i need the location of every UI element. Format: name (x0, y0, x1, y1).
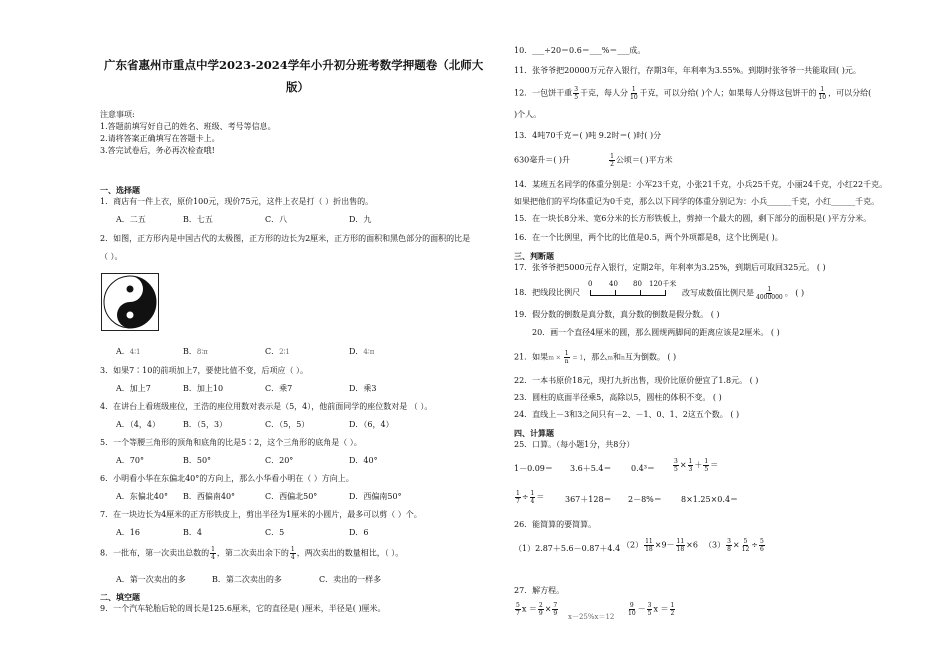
q25-text: 25．口算。（每小题1分，共8分） (514, 440, 635, 449)
q7-option-c: C．5 (265, 528, 285, 537)
q2-text-2: （ ）。 (100, 252, 123, 261)
q7-text: 7．在一块边长为4厘米的正方形铁皮上，剪出半径为1厘米的小圆片，最多可以剪（ ）个。 (100, 510, 422, 519)
q25-item: 1－0.09＝ (514, 464, 553, 473)
q1-option-a: A．二五 (116, 215, 146, 224)
q7-option-d: D．6 (349, 528, 369, 537)
q12-text: 12．一包饼干重 $\frac{3}{5}$ 千克，每人分 $\frac{1}{10}$ 千克，可以分给( )个人；如果每人分得这包饼干的 $\frac{1}{10}$ ，可以分给( (514, 86, 872, 101)
q5-option-c: C．20° (265, 456, 294, 465)
q17-text: 17．张爷爷把5000元存入银行，定期2年，年利率为3.25%，到期后可取回325元。 ( ) (514, 263, 826, 272)
q2-text: 2．如图，正方形内是中国古代的太极图，正方形的边长为2厘米，正方形的面积和黑色部分的面积的比是 (100, 234, 471, 243)
q25-item-fraction-expr: $\frac{3}{5}$ × $\frac{1}{3}$ ＋ $\frac{1}{5}$ ＝ (674, 458, 719, 473)
ruler-line (590, 295, 666, 296)
ruler-label: 80 (633, 280, 642, 288)
q1-option-b: B．七五 (183, 215, 213, 224)
q2-option-b: B．8∶π (183, 347, 208, 356)
q27-equation-1: $\frac{5}{7}$ x ＝ $\frac{2}{9}$ × $\frac{7}{9}$ (516, 602, 558, 617)
section-choice: 一、选择题 (100, 185, 140, 195)
q5-option-a: A．70° (116, 456, 144, 465)
q8-option-a: A．第一次卖出的多 (116, 575, 186, 584)
q18-text-b: 改写成数值比例尺是 $\frac{1}{4000000}$ 。 ( ) (682, 286, 805, 301)
q9-text: 9．一个汽车轮胎后轮的周长是125.6厘米，它的直径是( )厘米，半径是( )厘米。 (100, 604, 386, 613)
q26-part2: （2） $\frac{11}{18}$ ×9－ $\frac{11}{18}$ ×6 (622, 538, 698, 553)
taiji-icon (101, 273, 159, 331)
q12-fraction-b: $\frac{1}{10}$ (630, 86, 638, 101)
q4-option-a: A．（4，4） (116, 420, 160, 429)
q15-text: 15．在一块长8分米、宽6分米的长方形铁板上，剪掉一个最大的圆，剩下部分的面积是( )平方分米。 (514, 214, 872, 223)
q21-text: 21．如果m × $\frac{1}{n}$ = 1，那么m和n互为倒数。 ( ) (514, 350, 677, 365)
q13-line1: 13．4吨70千克＝( )吨 9.2时＝( )时( )分 (514, 131, 662, 140)
q8-option-c: C．卖出的一样多 (319, 575, 382, 584)
q26-part3: （3） $\frac{3}{8}$ × $\frac{5}{12}$ ÷ $\frac{5}{6}$ (704, 538, 764, 553)
q6-option-d: D．西偏南50° (349, 492, 402, 501)
section-fill: 二、填空题 (100, 592, 140, 602)
taiji-figure (101, 273, 159, 331)
q2-option-b-value: 8∶π (196, 348, 208, 356)
q14-line1: 14．某班五名同学的体重分别是：小军23千克，小张21千克，小兵25千克，小丽24千克，小红22千克。 (514, 180, 888, 189)
line-scale-ruler (588, 280, 688, 302)
q27-equation-3: $\frac{9}{10}$ － $\frac{3}{5}$ x ＝ $\frac{1}{2}$ (628, 602, 675, 617)
ruler-label: 120千米 (649, 280, 677, 288)
q1-text: 1．商店有一件上衣，原价100元，现价75元，这件上衣是打（ ）折出售的。 (100, 197, 374, 206)
section-calc: 四、计算题 (514, 428, 554, 438)
q27-equation-2: x－25%x＝12 (568, 613, 615, 621)
q3-option-c: C．乘7 (265, 384, 293, 393)
q4-option-c: C．（5，5） (265, 420, 310, 429)
notice-item: 3.答完试卷后，务必再次检查哦! (100, 146, 215, 155)
q25-item: 3.6＋5.4＝ (570, 464, 612, 473)
q25-item: 0.4³＝ (631, 464, 655, 473)
q19-text: 19．假分数的倒数是真分数，真分数的倒数是假分数。 ( ) (514, 310, 720, 319)
ruler-label: 0 (588, 280, 593, 288)
q27-text: 27．解方程。 (514, 586, 565, 595)
q3-option-d: D．乘3 (349, 384, 377, 393)
q6-text: 6．小明看小华在东偏北40°的方向上，那么小华看小明在（ ）方向上。 (100, 474, 354, 483)
ruler-tick (665, 290, 666, 295)
q5-text: 5．一个等腰三角形的顶角和底角的比是5∶2，这个三角形的底角是（ ）。 (100, 438, 362, 447)
q26-part1: （1）2.87＋5.6－0.87＋4.4 (514, 544, 621, 553)
q6-option-a: A．东偏北40° (116, 492, 168, 501)
q1-option-c: C．八 (265, 215, 288, 224)
q18-text-a: 18．把线段比例尺 (514, 288, 581, 297)
q3-option-b: B．加上10 (183, 384, 224, 393)
ruler-tick (590, 290, 591, 295)
q8-text: 8．一批布，第一次卖出总数的 $\frac{1}{4}$ ，第二次卖出余下的 $\frac{1}{4}$ ，两次卖出的数量相比，（ ）。 (100, 546, 404, 561)
q4-option-d: D．（6，4） (349, 420, 394, 429)
q6-option-b: B．西偏南40° (183, 492, 236, 501)
q3-option-a: A．加上7 (116, 384, 151, 393)
page-title-line2: 版） (286, 80, 309, 94)
q2-option-a: A．4∶1 (116, 347, 141, 356)
q2-option-a-value: 4∶1 (129, 348, 141, 356)
q2-option-c-value: 2∶1 (279, 348, 290, 356)
q2-option-d: D．4∶π (349, 347, 375, 356)
notice-item: 1.答题前填写好自己的姓名、班级、考号等信息。 (100, 122, 276, 131)
ruler-tick (640, 290, 641, 295)
q21-fraction: $\frac{1}{n}$ (564, 350, 569, 365)
ruler-tick (615, 290, 616, 295)
q12-fraction-a: $\frac{3}{5}$ (574, 86, 579, 101)
q18-fraction: $\frac{1}{4000000}$ (756, 286, 783, 301)
q20-text: 20．画一个直径4厘米的圆，那么圆规两脚间的距离应该是2厘米。 ( ) (532, 328, 780, 337)
q25-item: 2－8%＝ (628, 495, 662, 504)
q10-text: 10．___÷20＝0.6＝___%＝___成。 (514, 46, 646, 55)
q6-option-c: C．西偏北50° (265, 492, 318, 501)
q14-line2: 如果把他们的平均体重记为0千克，那么以下同学的体重分别记为：小兵______千克，小红______千克。 (514, 197, 880, 206)
ruler-label: 40 (609, 280, 618, 288)
page-title: 广东省惠州市重点中学2023-2024学年小升初分班考数学押题卷（北师大 (104, 58, 484, 72)
q1-option-d: D．九 (349, 215, 372, 224)
q23-text: 23．圆柱的底面半径乘5，高除以5，圆柱的体积不变。 ( ) (514, 393, 722, 402)
q16-text: 16．在一个比例里，两个比的比值是0.5，两个外项都是8，这个比例是( )。 (514, 233, 783, 242)
q25-item: 367＋128＝ (565, 495, 612, 504)
q2-option-d-value: 4∶π (363, 348, 375, 356)
notice-item: 2.请将答案正确填写在答题卡上。 (100, 134, 220, 143)
q7-option-a: A．16 (116, 528, 140, 537)
q7-option-b: B．4 (183, 528, 202, 537)
q25-item: 8×1.25×0.4＝ (681, 495, 739, 504)
q26-text: 26．能简算的要简算。 (514, 520, 597, 529)
notice-heading: 注意事项: (100, 110, 135, 119)
q24-text: 24．直线上－3和3之间只有－2、－1、0、1、2这五个数。 ( ) (514, 410, 740, 419)
q4-text: 4．在讲台上看班级座位，王浩的座位用数对表示是（5，4），他前面同学的座位数对是 （ ）。 (100, 402, 433, 411)
q8-option-b: B．第二次卖出的多 (212, 575, 282, 584)
q13-line2: 630毫升＝( )升 $\frac{1}{2}$ 公顷＝( )平方米 (514, 153, 673, 168)
q12-text-2: )个人。 (514, 110, 542, 119)
q8-fraction-b: $\frac{1}{4}$ (290, 546, 295, 561)
q4-option-b: B．（5，3） (183, 420, 228, 429)
q5-option-d: D．40° (349, 456, 378, 465)
q3-text: 3．如果7∶10的前项加上7，要使比值不变，后项应（ ）。 (100, 366, 308, 375)
q22-text: 22．一本书原价18元，现打九折出售，现价比原价便宜了1.8元。 ( ) (514, 376, 759, 385)
q2-option-c: C．2∶1 (265, 347, 290, 356)
section-judge: 三、判断题 (514, 251, 554, 261)
q5-option-b: B．50° (183, 456, 212, 465)
q11-text: 11．张爷爷把20000万元存入银行，存期3年，年利率为3.55%。到期时张爷爷一共能取回( )元。 (514, 66, 861, 75)
q12-fraction-c: $\frac{1}{10}$ (818, 86, 827, 101)
q25-item-fraction-expr: $\frac{1}{7}$ ÷ $\frac{1}{4}$ ＝ (516, 490, 545, 505)
q13-fraction: $\frac{1}{2}$ (610, 153, 614, 168)
q8-fraction-a: $\frac{1}{4}$ (211, 546, 215, 561)
